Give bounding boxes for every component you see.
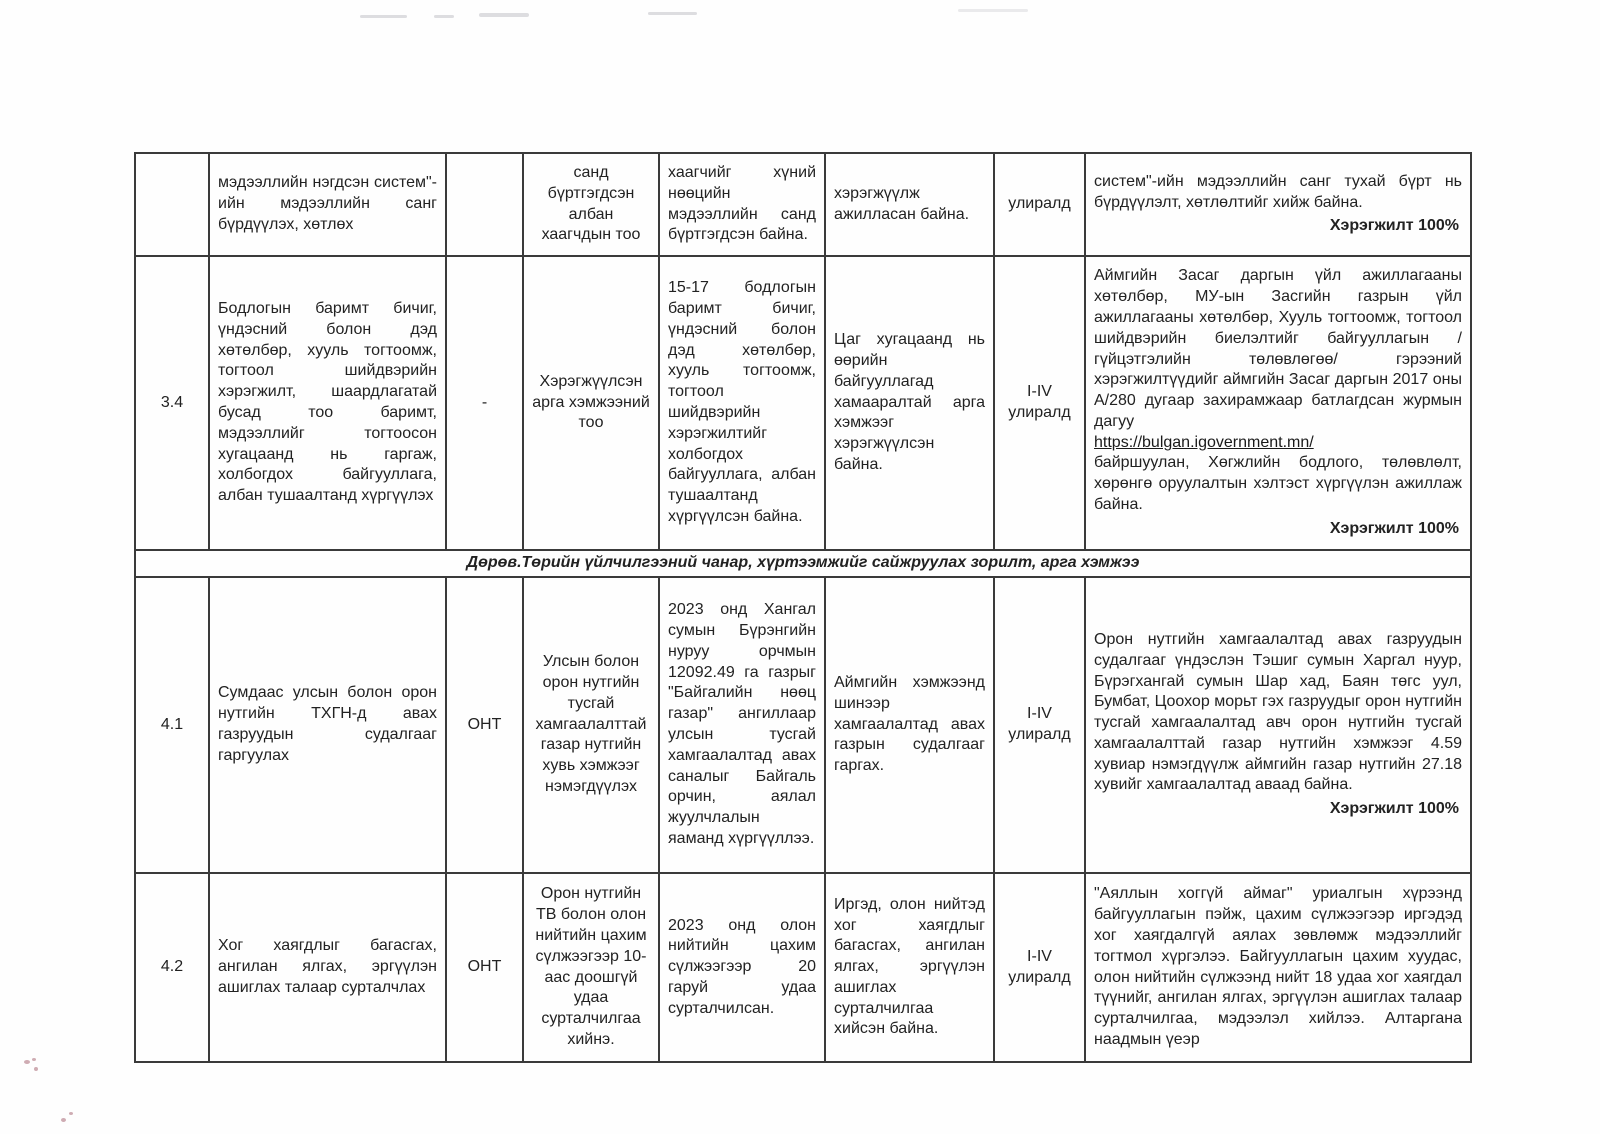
detail-text: систем"-ийн мэдээллийн санг тухай бүрт нь бүрдүүлэлт, хөтлөлтийг хийж байна. [1094, 172, 1462, 211]
scan-speck [61, 1118, 66, 1122]
section-header: Дөрөв.Төрийн үйлчилгээний чанар, хүртээмжийг сайжруулах зорилт, арга хэмжээ [135, 550, 1471, 577]
cell-detail [1085, 873, 1471, 1062]
cell-period: улиралд [994, 153, 1085, 256]
scan-artifact [434, 15, 454, 18]
cell-indicator: Орон нутгийн ТВ болон олон нийтийн цахим сүлжээгээр 10-аас доошгүй удаа сурталчилгаа хийнэ. [523, 873, 659, 1062]
cell-budget-type: ОНТ [446, 873, 523, 1062]
cell-target: 2023 онд олон нийтийн цахим сүлжээгээр 20 гаруй удаа сурталчилсан. [659, 873, 825, 1062]
cell-target: хаагчийг хүний нөөцийн мэдээллийн санд бүртгэгдсэн байна. [659, 153, 825, 256]
cell-budget-type [446, 153, 523, 256]
cell-task: мэдээллийн нэгдсэн систем"-ийн мэдээллийн санг бүрдүүлэх, хөтлөх [209, 153, 446, 256]
section-header-row [135, 550, 1471, 577]
cell-task: Хог хаягдлыг багасгах, ангилан ялгах, эргүүлэн ашиглах талаар сурталчлах [209, 873, 446, 1062]
cell-result: Иргэд, олон нийтэд хог хаягдлыг багасгах, ангилан ялгах, эргүүлэн ашиглах сурталчилгаа хийсэн байна. [825, 873, 994, 1062]
cell-result: хэрэгжүүлж ажилласан байна. [825, 153, 994, 256]
scan-speck [32, 1058, 36, 1061]
cell-detail [1085, 153, 1471, 256]
cell-budget-type: - [446, 256, 523, 550]
report-table [134, 152, 1472, 1063]
table-row [135, 256, 1471, 550]
cell-result: Цаг хугацаанд нь өөрийн байгууллагад хамааралтай арга хэмжээг хэрэгжүүлсэн байна. [825, 256, 994, 550]
cell-indicator: Хэрэгжүүлсэн арга хэмжээний тоо [523, 256, 659, 550]
scan-artifact [360, 15, 407, 18]
scan-speck [34, 1067, 38, 1071]
scan-artifact [958, 9, 1028, 12]
cell-number: 4.2 [135, 873, 209, 1062]
detail-text: Орон нутгийн хамгаалалтад авах газруудын судалгааг үндэслэн Тэшиг сумын Харгал нуур, Бүрэгхангай сумын Шар хад, Баян төгс уул, Бумбат, Цоохор морьт гэх газруудыг орон нутгийн тусгай хамгаалалтад авч орон нутгийн тусгай хамгаалалттай газар нутгийн хэмжээг 4.59 хувиар нэмэгдүүлж аймгийн газар нутгийн 27.18 хувийг хамгаалалтад аваад байна. [1094, 630, 1462, 794]
detail-text: Аймгийн Засаг даргын үйл ажиллагааны хөтөлбөр, МУ-ын Засгийн газрын үйл ажиллагааны хөтөлбөр, Хууль тогтоомж, тогтоол шийдвэрийн биелэлтийг байгууллагын /гүйцэтгэлийн төлөвлөгөө/ гэрээний хэрэгжилтүүдийг аймгийн Засаг даргын 2017 оны А/280 дугаар захирамжаар батлагдсан журмын дагуу [1094, 267, 1462, 430]
implementation-status: Хэрэгжилт 100% [1329, 519, 1459, 537]
detail-text: "Аяллын хоггүй аймаг" уриалгын хүрээнд байгууллагын пэйж, цахим сүлжээгээр иргэдэд хог хаягдалгүй аялах зөвлөмж мэдээллийг тогтмол хүргэлээ. Байгууллагын цахим хуудас, олон нийтийн сүлжээнд нийт 18 удаа хог хаягдал түүнийг, ангилан ялгах, эргүүлэн ашиглах талаар сурталчилгаа, мэдээлэл хийлээ. Алтаргана наадмын үеэр [1094, 885, 1462, 1048]
cell-indicator: Улсын болон орон нутгийн тусгай хамгаалалттай газар нутгийн хувь хэмжээг нэмэгдүүлэх [523, 577, 659, 873]
document-url: https://bulgan.igovernment.mn/ [1094, 433, 1314, 451]
cell-task: Сумдаас улсын болон орон нутгийн ТХГН-д авах газруудын судалгааг гаргуулах [209, 577, 446, 873]
table-row [135, 153, 1471, 256]
detail-text: байршуулан, Хөгжлийн бодлого, төлөвлөлт, хөрөнгө оруулалтын хэлтэст хүргүүлэн ажиллаж байна. [1094, 454, 1462, 514]
scan-speck [69, 1112, 73, 1115]
scan-artifact [648, 12, 697, 15]
scan-artifact [479, 13, 529, 17]
cell-indicator: санд бүртгэгдсэн албан хаагчдын тоо [523, 153, 659, 256]
cell-target: 15-17 бодлогын баримт бичиг, үндэсний болон дэд хөтөлбөр, хууль тогтоомж, тогтоол шийдвэрийн хэрэгжилтийг холбогдох байгууллага, албан тушаалтанд хүргүүлсэн байна. [659, 256, 825, 550]
cell-number [135, 153, 209, 256]
scan-speck [24, 1060, 30, 1064]
implementation-status: Хэрэгжилт 100% [1329, 800, 1459, 818]
table-row [135, 577, 1471, 873]
cell-detail [1085, 577, 1471, 873]
table-row [135, 873, 1471, 1062]
implementation-status: Хэрэгжилт 100% [1329, 217, 1459, 235]
cell-task: Бодлогын баримт бичиг, үндэсний болон дэд хөтөлбөр, хууль тогтоомж, тогтоол шийдвэрийн хэрэгжилт, шаардлагатай бусад тоо баримт, мэдээллийг тогтоосон хугацаанд нь гаргаж, холбогдох байгууллага, албан тушаалтанд хүргүүлэх [209, 256, 446, 550]
cell-target: 2023 онд Хангал сумын Бүрэнгийн нуруу орчмын 12092.49 га газрыг "Байгалийн нөөц газар" ангиллаар улсын тусгай хамгаалалтад авах саналыг Байгаль орчин, аялал жуулчлалын яаманд хүргүүллээ. [659, 577, 825, 873]
cell-period: I-IV улиралд [994, 873, 1085, 1062]
cell-period: I-IV улиралд [994, 577, 1085, 873]
cell-result: Аймгийн хэмжээнд шинээр хамгаалалтад авах газрын судалгааг гаргах. [825, 577, 994, 873]
cell-number: 3.4 [135, 256, 209, 550]
cell-number: 4.1 [135, 577, 209, 873]
cell-period: I-IV улиралд [994, 256, 1085, 550]
cell-detail [1085, 256, 1471, 550]
cell-budget-type: ОНТ [446, 577, 523, 873]
